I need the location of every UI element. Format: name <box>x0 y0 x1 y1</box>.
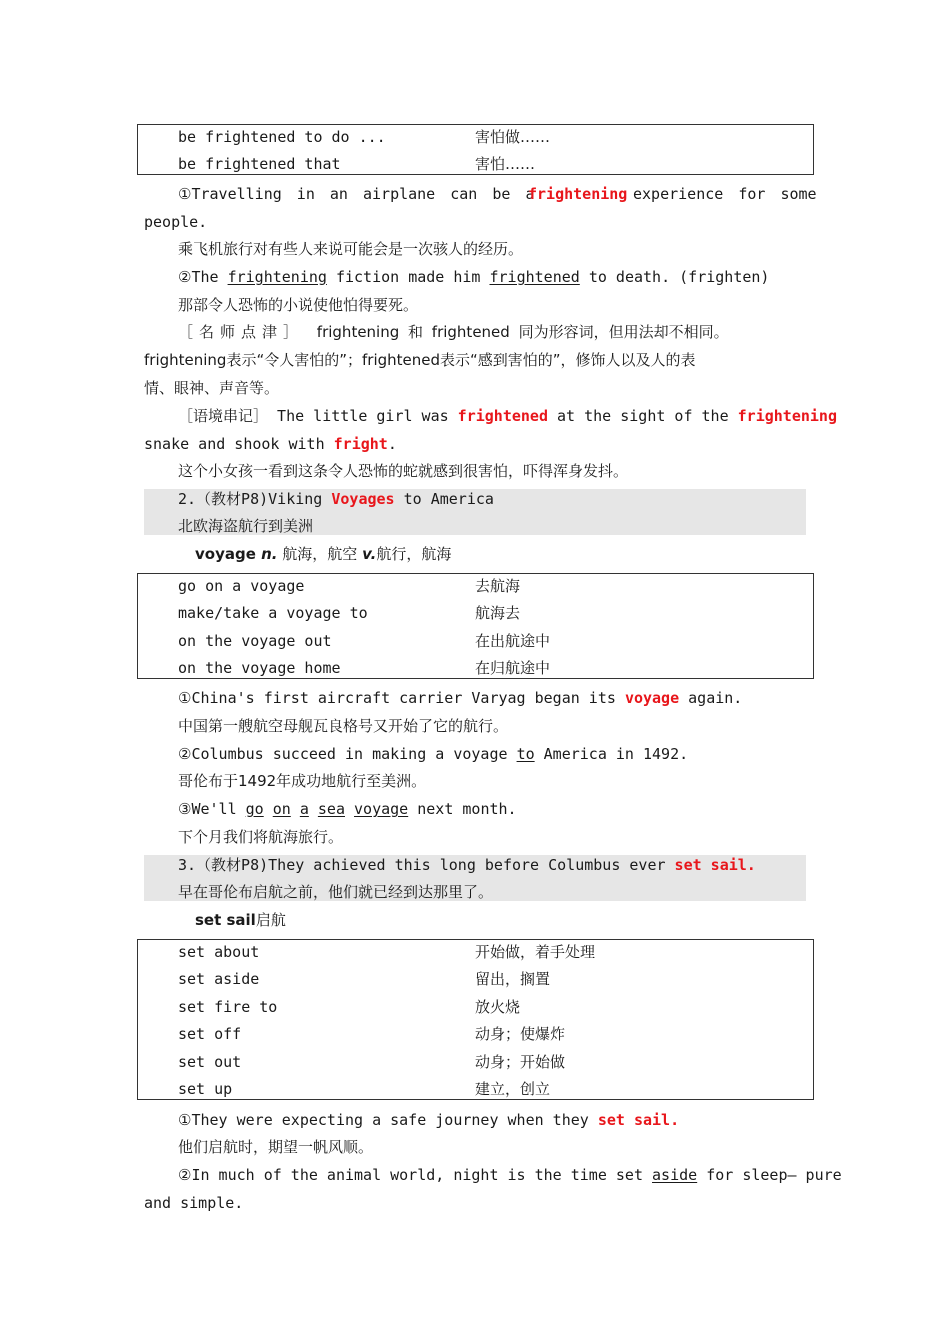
table-cell: on the voyage home <box>178 659 341 677</box>
phrase-table-voyage <box>137 573 814 679</box>
document-page: be frightened to do ... 害怕做…… be frightened that 害怕…… ①Travelling in an airplane can be a frightening experience for some people. 乘飞机旅行对有些人来说可能会是一次骇人的经历。 ②The frightening fiction made him frightened to death. (frighten) 那部令人恐怖的小说使他怕得要死。 ［名师点津］ frightening 和 frightened 同为形容词，但用法却不相同。 frightening表示“令人害怕的”；frightened表示“感到害怕的”，修饰人以及人的表 情、眼神、声音等。 ［语境串记］ The little girl was frightened at the sight of the frightening snake and shook with fright. 这个小女孩一看到这条令人恐怖的蛇就感到很害怕，吓得浑身发抖。 2.（教材P8)Viking Voyages to America 北欧海盗航行到美洲 voyage n. 航海，航空 v.航行，航海 go on a voyage 去航海 make/take a voyage to 航海去 on the voyage out 在出航途中 on the voyage home 在归航途中 ①China's first aircraft carrier Varyag began its voyage again. 中国第一艘航空母舰瓦良格号又开始了它的航行。 ②Columbus succeed in making a voyage to America in 1492. 哥伦布于1492年成功地航行至美洲。 ③We'll go on a sea voyage next month. 下个月我们将航海旅行。 3.（教材P8)They achieved this long before Columbus ever set sail. 早在哥伦布启航之前，他们就已经到达那里了。 set sail启航 set about 开始做，着手处理 set aside 留出，搁置 set fire to 放火烧 set off 动身；使爆炸 set out 动身；开始做 set up 建立，创立 ①They were expecting a safe journey when they set sail. 他们启航时，期望一帆风顺。 ②In much of the animal world, night is the time set aside for sleep— pure and simple. <box>0 0 950 1344</box>
table-cell: set out <box>178 1053 242 1071</box>
teacher-tip-line: frightening表示“令人害怕的”；frightened表示“感到害怕的”，修饰人以及人的表 <box>144 351 696 369</box>
translation: 下个月我们将航海旅行。 <box>178 828 344 846</box>
example-sentence: ①China's first aircraft carrier Varyag began its voyage again. <box>178 689 743 707</box>
context-label: ［语境串记］ <box>178 407 269 425</box>
example-sentence: ③We'll go on a sea voyage next month. <box>178 800 517 818</box>
tip-label: ［名师点津］ <box>178 323 305 341</box>
example-sentence-cont: people. <box>144 213 208 231</box>
example-sentence: ①Travelling in an airplane can be a <box>178 185 535 203</box>
example-sentence: ①They were expecting a safe journey when they set sail. <box>178 1111 680 1129</box>
table-cell: 动身；开始做 <box>475 1053 566 1071</box>
example-sentence: ②Columbus succeed in making a voyage to America in 1492. <box>178 745 689 763</box>
section-heading-translation: 早在哥伦布启航之前，他们就已经到达那里了。 <box>178 883 494 901</box>
table-cell: 航海去 <box>475 604 521 622</box>
table-cell: set about <box>178 943 260 961</box>
example-sentence: ②The frightening fiction made him frightened to death. (frighten) <box>178 268 770 286</box>
table-cell: 放火烧 <box>475 998 521 1016</box>
table-cell: go on a voyage <box>178 577 305 595</box>
translation: 哥伦布于1492年成功地航行至美洲。 <box>178 772 427 790</box>
table-cell: 害怕做…… <box>475 128 551 146</box>
table-cell: 留出，搁置 <box>475 970 551 988</box>
teacher-tip-line: 情、眼神、声音等。 <box>144 379 280 397</box>
table-cell: make/take a voyage to <box>178 604 368 622</box>
table-cell: 在出航途中 <box>475 632 551 650</box>
section-heading: 3.（教材P8)They achieved this long before Columbus ever set sail. <box>178 856 756 874</box>
table-cell: on the voyage out <box>178 632 332 650</box>
table-cell: set off <box>178 1025 242 1043</box>
phrase-table-frightened <box>137 124 814 175</box>
phrase-table-set <box>137 939 814 1100</box>
table-cell: 去航海 <box>475 577 521 595</box>
section-heading: 2.（教材P8)Viking Voyages to America <box>178 490 494 508</box>
translation: 这个小女孩一看到这条令人恐怖的蛇就感到很害怕，吓得浑身发抖。 <box>178 462 629 480</box>
table-cell: set up <box>178 1080 233 1098</box>
table-cell: set fire to <box>178 998 278 1016</box>
example-sentence: ②In much of the animal world, night is the time set aside for sleep— pure <box>178 1166 842 1184</box>
translation: 他们启航时，期望一帆风顺。 <box>178 1138 374 1156</box>
table-cell: be frightened to do ... <box>178 128 386 146</box>
table-cell: 害怕…… <box>475 155 536 173</box>
table-cell: 建立，创立 <box>475 1080 551 1098</box>
table-cell: be frightened that <box>178 155 341 173</box>
word-definition: set sail启航 <box>195 911 286 929</box>
section-heading-translation: 北欧海盗航行到美洲 <box>178 517 314 535</box>
translation: 那部令人恐怖的小说使他怕得要死。 <box>178 296 419 314</box>
keyword: frightening <box>528 185 628 203</box>
context-sentence-cont: snake and shook with fright. <box>144 435 397 453</box>
word-definition: voyage n. 航海，航空 v.航行，航海 <box>195 545 452 563</box>
table-cell: 动身；使爆炸 <box>475 1025 566 1043</box>
translation: 中国第一艘航空母舰瓦良格号又开始了它的航行。 <box>178 717 509 735</box>
example-sentence-cont: and simple. <box>144 1194 244 1212</box>
table-cell: 开始做，着手处理 <box>475 943 596 961</box>
teacher-tip: ［名师点津］ frightening 和 frightened 同为形容词，但用法却不相同。 <box>178 323 729 341</box>
table-cell: set aside <box>178 970 260 988</box>
translation: 乘飞机旅行对有些人来说可能会是一次骇人的经历。 <box>178 240 524 258</box>
context-sentence: ［语境串记］ The little girl was frightened at the sight of the frightening <box>178 407 837 425</box>
table-cell: 在归航途中 <box>475 659 551 677</box>
